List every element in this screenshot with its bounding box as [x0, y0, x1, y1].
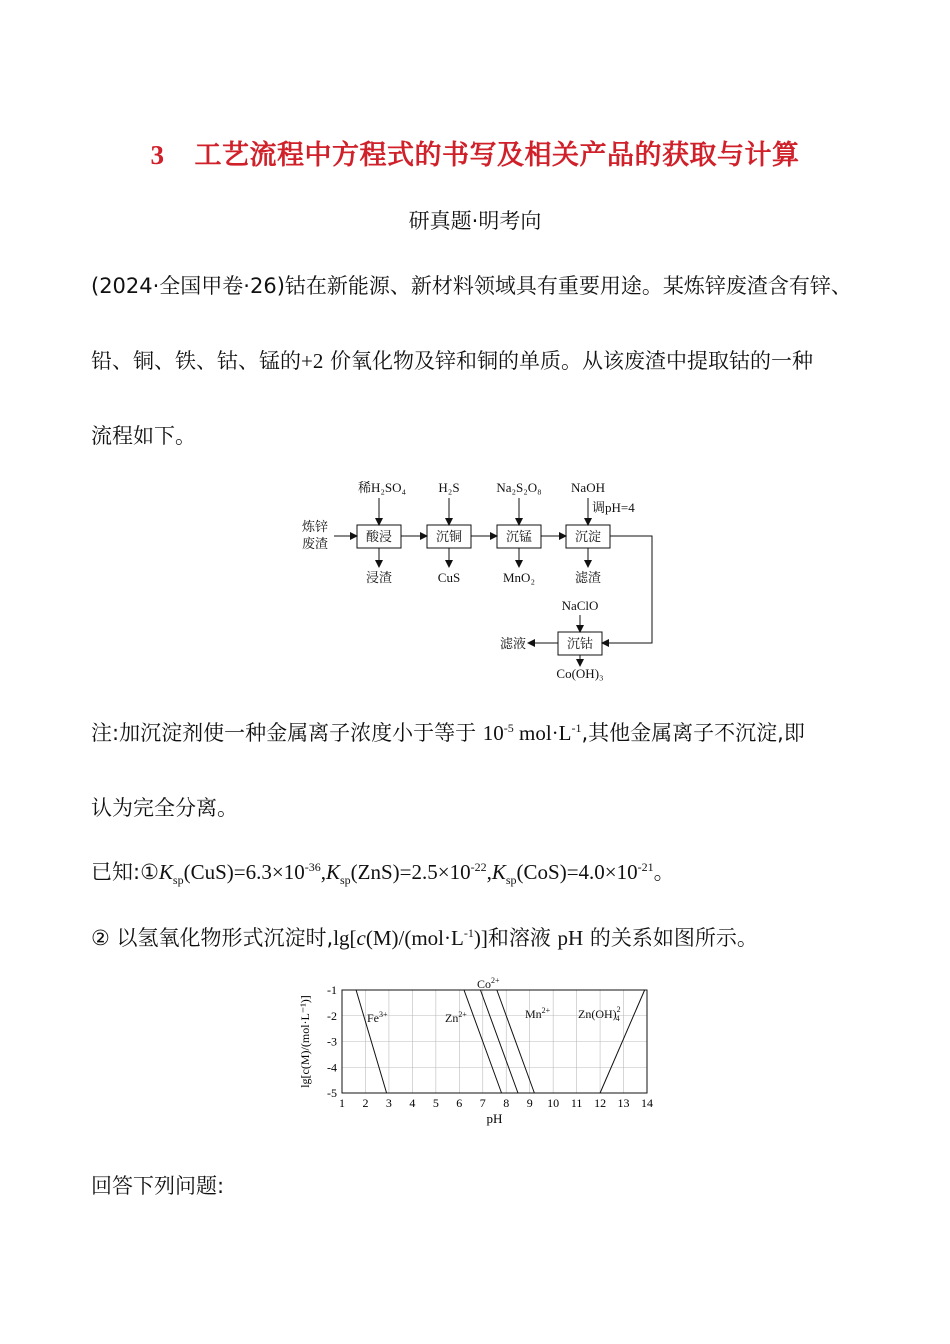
- note-text-a: 注:加沉淀剂使一种金属离子浓度小于等于: [91, 721, 483, 745]
- known-line-2: [91, 922, 758, 952]
- x-tick-13: 13: [617, 1096, 630, 1110]
- x-axis-label: pH: [486, 1111, 503, 1126]
- y-tick--5: -5: [327, 1086, 337, 1100]
- ksp-zns: (ZnS)=2.5×10: [350, 860, 471, 884]
- known2-g: 和溶液: [487, 926, 558, 950]
- x-tick-3: 3: [385, 1096, 392, 1110]
- known2-d: (M)/(mol·L: [365, 926, 464, 950]
- ksp-k-1: K: [158, 860, 173, 884]
- step-cobalt-ppt: 沉钴: [566, 637, 594, 652]
- output-leach-residue: 浸渣: [365, 571, 393, 586]
- note-exp-2: -1: [571, 721, 582, 735]
- note-exp-1: -5: [503, 721, 514, 735]
- ksp-k-3: K: [491, 860, 506, 884]
- step-copper-ppt: 沉铜: [435, 530, 463, 545]
- reagent-naclo: NaClO: [561, 598, 599, 613]
- y-tick--4: -4: [327, 1060, 337, 1075]
- chart-ticks: [327, 983, 653, 1110]
- x-tick-4: 4: [409, 1096, 416, 1110]
- reagent-naoh: NaOH: [571, 480, 605, 495]
- x-tick-14: 14: [641, 1096, 653, 1110]
- x-tick-5: 5: [432, 1096, 439, 1110]
- note-line-1: [91, 717, 805, 747]
- subtitle: 研真题·明考向: [408, 209, 542, 233]
- step-precipitation: 沉淀: [574, 530, 602, 545]
- ksp-sub-2: sp: [339, 873, 351, 888]
- x-tick-1: 1: [339, 1096, 345, 1110]
- y-tick--2: -2: [327, 1008, 337, 1023]
- section-number: 3: [150, 140, 165, 170]
- precipitation-chart: [295, 970, 665, 1130]
- problem-line-2c: 价氧化物及锌和铜的单质。从该废渣中提取钴的一种: [323, 349, 814, 373]
- ksp-cus: (CuS)=6.3×10: [183, 860, 305, 884]
- label-znoh4: Zn(OH)$^2$ 4: [578, 1005, 621, 1023]
- input-label-1: 炼锌: [302, 520, 329, 535]
- problem-line-1: (2024·全国甲卷·26)钴在新能源、新材料领域具有重要用途。某炼锌废渣含有锌、: [91, 274, 852, 298]
- problem-line-2a: 铅、铜、铁、钴、锰的: [91, 349, 301, 373]
- x-tick-6: 6: [456, 1096, 463, 1110]
- chart-grid: [342, 990, 647, 1093]
- y-axis-label: lg[c(M)/(mol·L⁻¹)]: [298, 995, 312, 1088]
- label-mn2: $Mn^{2+}$: [525, 1006, 551, 1021]
- section-title: 工艺流程中方程式的书写及相关产品的获取与计算: [194, 140, 800, 171]
- ksp-sub-3: sp: [505, 873, 517, 888]
- ksp-zns-exp: -22: [470, 860, 487, 874]
- ksp-cos-exp: -21: [637, 860, 654, 874]
- ksp-cos: (CoS)=4.0×10: [516, 860, 638, 884]
- known2-a: ② 以氢氧化物形式沉淀时,: [91, 926, 334, 950]
- y-tick--1: -1: [327, 983, 337, 997]
- closing-text: 回答下列问题:: [91, 1174, 225, 1198]
- note-ten: 10: [482, 721, 504, 745]
- label-co2: $Co^{2+}$: [477, 976, 500, 991]
- problem-line-3: 流程如下。: [91, 424, 196, 448]
- comma-2: ,: [486, 860, 492, 884]
- ksp-k-2: K: [325, 860, 340, 884]
- step-acid-leach: 酸浸: [365, 530, 393, 545]
- note-line-2: 认为完全分离。: [91, 796, 238, 820]
- label-zn2: $Zn^{2+}$: [445, 1010, 467, 1025]
- page-title: [0, 133, 950, 172]
- reagent-sulfuric-acid: 稀H₂SO₄: [357, 480, 407, 495]
- output-co-oh-3: Co(OH)₃: [556, 666, 604, 681]
- step-manganese-ppt: 沉锰: [505, 530, 533, 545]
- known2-e: -1: [463, 926, 474, 940]
- label-fe3: $Fe^{3+}$: [367, 1010, 388, 1025]
- ksp-cus-exp: -36: [304, 860, 321, 874]
- x-tick-2: 2: [362, 1096, 369, 1110]
- comma-1: ,: [320, 860, 326, 884]
- known-line-1: [91, 856, 675, 888]
- output-cus: CuS: [437, 570, 461, 585]
- known-end: 。: [653, 860, 675, 884]
- reagent-na2s2o8: Na₂S₂O₈: [496, 480, 542, 495]
- known2-f: )]: [473, 926, 488, 950]
- process-flowchart: [290, 470, 670, 685]
- x-tick-12: 12: [594, 1096, 607, 1110]
- output-filter-residue: 滤渣: [574, 571, 602, 586]
- known2-h: pH: [557, 926, 584, 950]
- known-prefix: 已知:①: [91, 860, 159, 884]
- output-filtrate: 滤液: [500, 637, 527, 652]
- note-text-f: ,其他金属离子不沉淀,即: [581, 721, 805, 745]
- x-tick-8: 8: [503, 1096, 510, 1110]
- x-tick-10: 10: [547, 1096, 560, 1110]
- x-tick-9: 9: [526, 1096, 533, 1110]
- reagent-h2s: H₂S: [438, 480, 460, 495]
- x-tick-7: 7: [479, 1096, 486, 1110]
- x-tick-11: 11: [570, 1096, 583, 1110]
- known2-b: lg[: [333, 926, 357, 950]
- known2-c: c: [356, 926, 366, 950]
- input-label-2: 废渣: [302, 537, 329, 552]
- ksp-sub-1: sp: [172, 873, 184, 888]
- problem-line-2b: +2: [301, 349, 324, 373]
- note-unit: mol·L: [513, 721, 572, 745]
- problem-line-2: [91, 345, 813, 375]
- y-tick--3: -3: [327, 1034, 337, 1049]
- reagent-ph: 调pH=4: [592, 500, 635, 515]
- known2-i: 的关系如图所示。: [583, 926, 758, 950]
- output-mno2: MnO₂: [503, 570, 535, 585]
